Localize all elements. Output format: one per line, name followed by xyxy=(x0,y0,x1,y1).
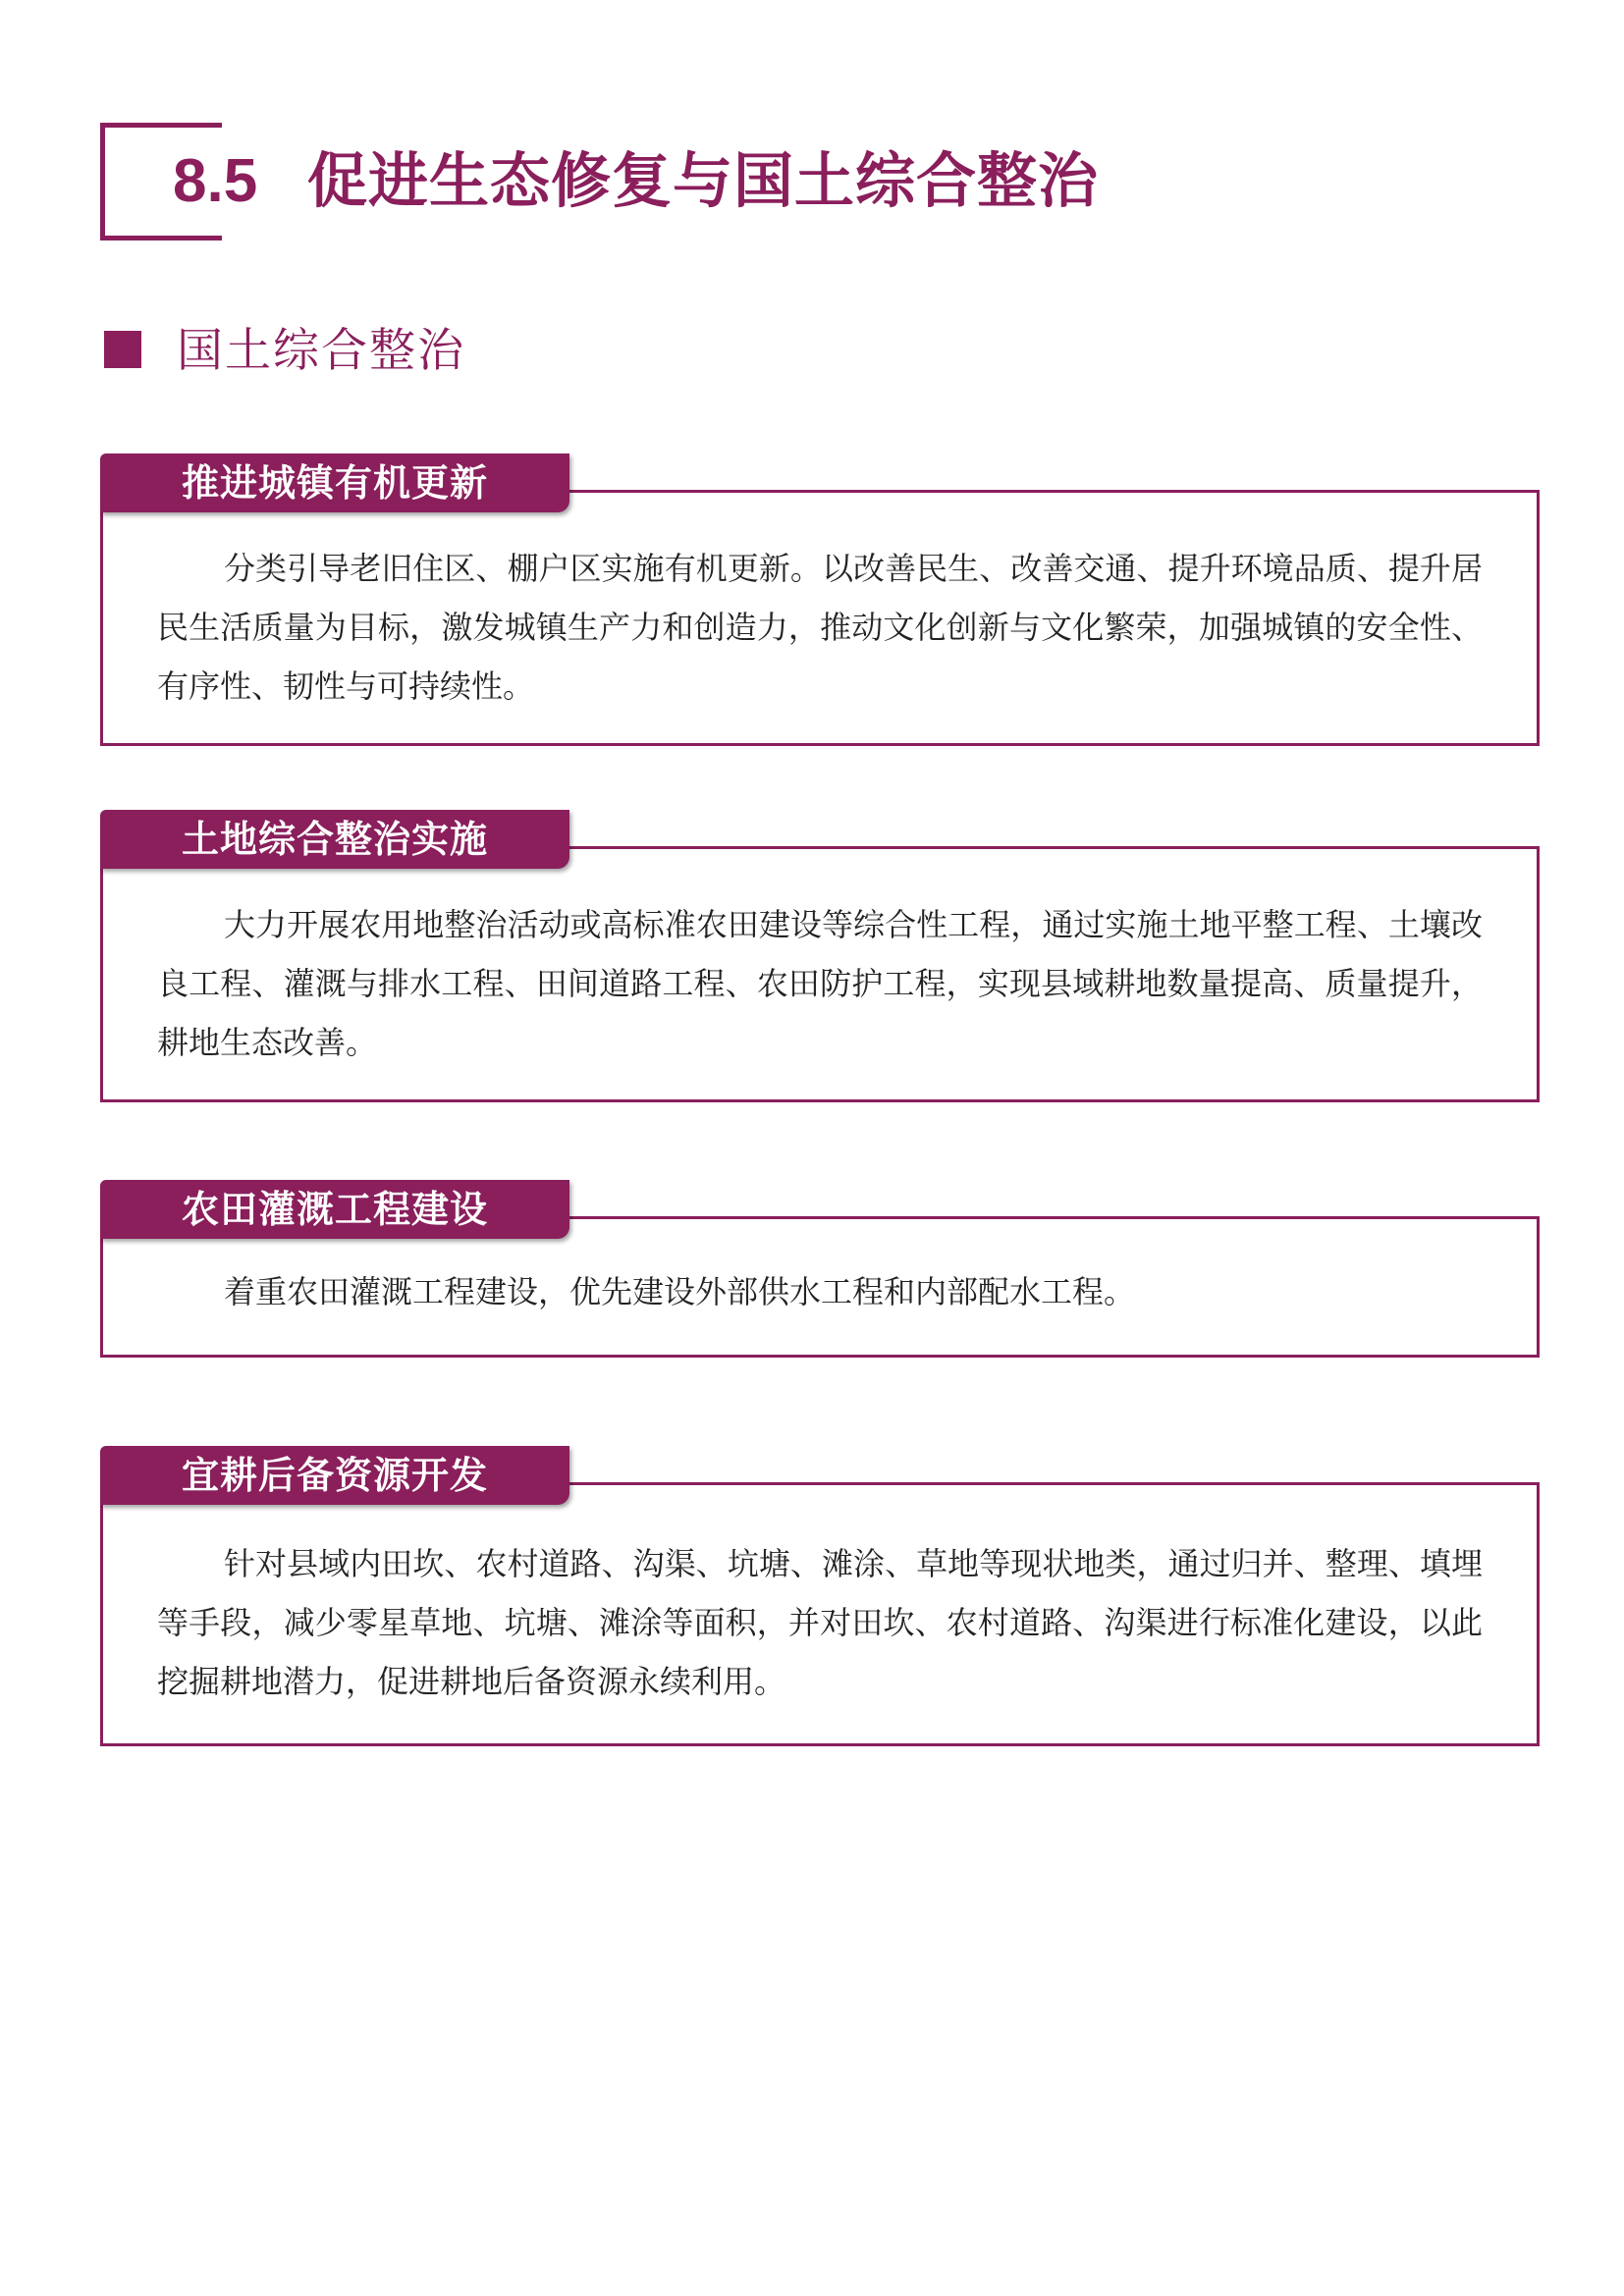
card-title-tab xyxy=(100,810,569,869)
section-number: 8.5 xyxy=(173,147,258,215)
card-title: 推进城镇有机更新 xyxy=(181,461,488,505)
card-title: 土地综合整治实施 xyxy=(181,818,488,861)
card-title: 宜耕后备资源开发 xyxy=(181,1454,488,1497)
card-body-text: 针对县域内田坎、农村道路、沟渠、坑塘、滩涂、草地等现状地类，通过归并、整理、填埋等手段，减少零星草地、坑塘、滩涂等面积，并对田坎、农村道路、沟渠进行标准化建设，以此挖掘耕地潜力，促进耕地后备资源永续利用。 xyxy=(157,1545,1483,1700)
card-title-tab xyxy=(100,454,569,512)
card-body-text: 大力开展农用地整治活动或高标准农田建设等综合性工程，通过实施土地平整工程、土壤改良工程、灌溉与排水工程、田间道路工程、农田防护工程，实现县域耕地数量提高、质量提升，耕地生态改善。 xyxy=(157,906,1483,1061)
card-urban-renewal xyxy=(100,454,1540,746)
card-title-tab xyxy=(100,1180,569,1239)
card-title-tab xyxy=(100,1446,569,1505)
card-land-consolidation xyxy=(100,810,1540,1102)
card-body-text: 着重农田灌溉工程建设，优先建设外部供水工程和内部配水工程。 xyxy=(224,1273,1136,1310)
card-irrigation xyxy=(100,1180,1540,1358)
section-title: 促进生态修复与国土综合整治 xyxy=(307,146,1100,216)
subsection-title: 国土综合整治 xyxy=(177,324,465,378)
card-body-text: 分类引导老旧住区、棚户区实施有机更新。以改善民生、改善交通、提升环境品质、提升居民生活质量为目标，激发城镇生产力和创造力，推动文化创新与文化繁荣，加强城镇的安全性、有序性、韧性与可持续性。 xyxy=(157,550,1483,705)
card-title: 农田灌溉工程建设 xyxy=(181,1188,488,1231)
subsection-bullet-square xyxy=(104,331,141,368)
card-reserve-resources xyxy=(100,1446,1540,1746)
